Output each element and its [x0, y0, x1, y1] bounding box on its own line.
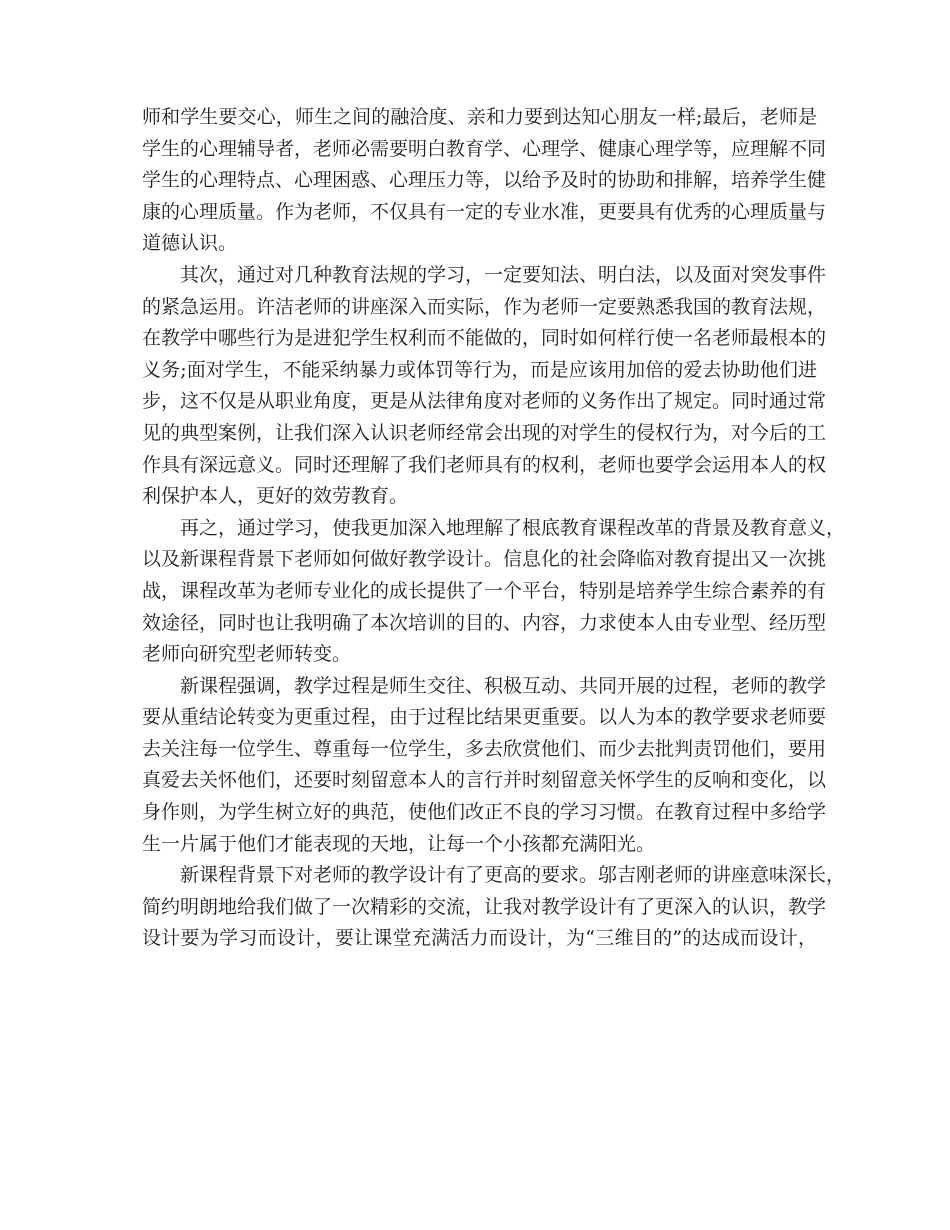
text-line: 道德认识。 — [142, 232, 238, 255]
text-line: 学生的心理特点、心理困惑、心理压力等，以给予及时的协助和排解，培养学生健 — [142, 169, 827, 192]
text-line: 设计要为学习而设计，要让课堂充满活力而设计，为“三维目的”的达成而设计， — [142, 927, 817, 950]
text-line: 要从重结论转变为更重过程，由于过程比结果更重要。以人为本的教学要求老师要 — [142, 706, 827, 729]
text-line: 的紧急运用。许洁老师的讲座深入而实际，作为老师一定要熟悉我国的教育法规， — [142, 295, 827, 318]
paragraph-1 — [142, 102, 827, 260]
text-line: 学生的心理辅导者，老师必需要明白教育学、心理学、健康心理学等，应理解不同 — [142, 137, 827, 160]
text-line: 以及新课程背景下老师如何做好教学设计。信息化的社会降临对教育提出又一次挑 — [142, 548, 827, 571]
text-line: 在教学中哪些行为是进犯学生权利而不能做的，同时如何样行使一名老师最根本的 — [142, 327, 827, 350]
text-line: 利保护本人，更好的效劳教育。 — [142, 485, 409, 508]
text-line: 简约明朗地给我们做了一次精彩的交流，让我对教学设计有了更深入的认识，教学 — [142, 895, 827, 918]
text-line: 再之，通过学习，使我更加深入地理解了根底教育课程改革的背景及教育意义， — [180, 516, 846, 539]
paragraph-3 — [142, 513, 846, 671]
text-line: 生一片属于他们才能表现的天地，让每一个小孩都充满阳光。 — [142, 832, 656, 855]
text-line: 老师向研究型老师转变。 — [142, 643, 352, 666]
text-line: 去关注每一位学生、尊重每一位学生，多去欣赏他们、而少去批判责罚他们，要用 — [142, 737, 827, 760]
text-line: 见的典型案例，让我们深入认识老师经常会出现的对学生的侵权行为，对今后的工 — [142, 421, 827, 444]
text-line: 新课程背景下对老师的教学设计有了更高的要求。邬吉刚老师的讲座意味深长， — [180, 864, 846, 887]
text-line: 新课程强调，教学过程是师生交往、积极互动、共同开展的过程，老师的教学 — [180, 674, 827, 697]
document-page — [142, 102, 846, 955]
paragraph-4 — [142, 671, 827, 861]
text-line: 效途径，同时也让我明确了本次培训的目的、内容，力求使本人由专业型、经历型 — [142, 611, 827, 634]
text-line: 其次，通过对几种教育法规的学习，一定要知法、明白法，以及面对突发事件 — [180, 263, 827, 286]
text-line: 作具有深远意义。同时还理解了我们老师具有的权利，老师也要学会运用本人的权 — [142, 453, 827, 476]
text-line: 义务;面对学生，不能采纳暴力或体罚等行为，而是应该用加倍的爱去协助他们进 — [142, 358, 817, 381]
text-line: 战，课程改革为老师专业化的成长提供了一个平台，特别是培养学生综合素养的有 — [142, 579, 827, 602]
text-line: 师和学生要交心，师生之间的融洽度、亲和力要到达知心朋友一样;最后，老师是 — [142, 106, 817, 128]
paragraph-5 — [142, 860, 846, 955]
text-line: 步，这不仅是从职业角度，更是从法律角度对老师的义务作出了规定。同时通过常 — [142, 390, 827, 413]
text-line: 身作则，为学生树立好的典范，使他们改正不良的学习习惯。在教育过程中多给学 — [142, 801, 827, 824]
paragraph-2 — [142, 260, 827, 513]
text-line: 康的心理质量。作为老师，不仅具有一定的专业水准，更要具有优秀的心理质量与 — [142, 200, 827, 223]
text-line: 真爱去关怀他们，还要时刻留意本人的言行并时刻留意关怀学生的反响和变化，以 — [142, 769, 827, 792]
